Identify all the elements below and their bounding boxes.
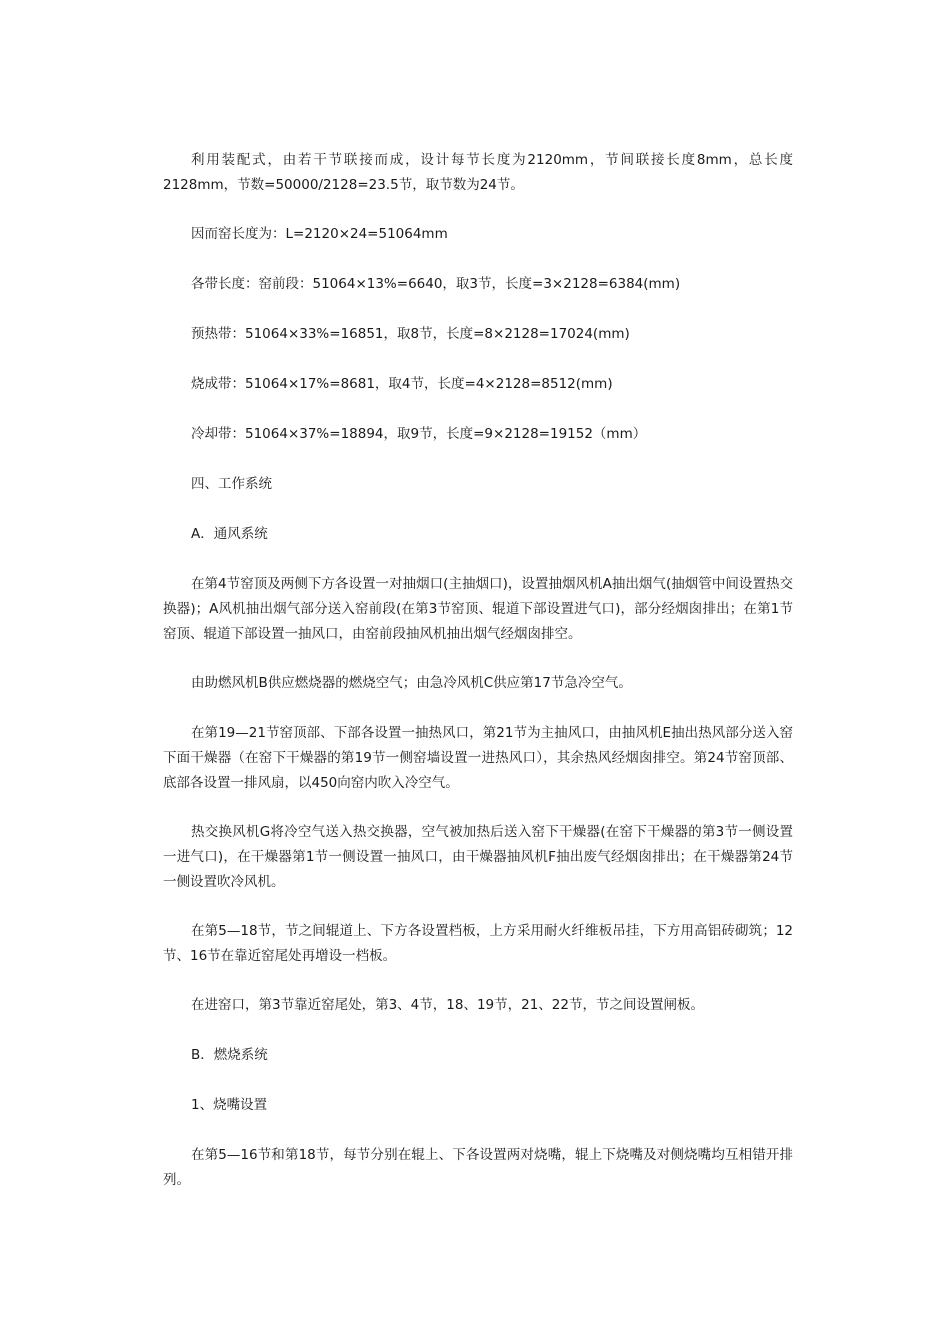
paragraph-zone-preheat: 预热带：51064×33%=16851，取8节，长度=8×2128=17024(mm)	[191, 326, 630, 342]
paragraph-burner-layout: 在第5—16节和第18节，每节分别在辊上、下各设置两对烧嘴，辊上下烧嘴及对侧烧嘴均互相错开排列。	[163, 1147, 793, 1188]
paragraph-smoke-exhaust: 在第4节窑顶及两侧下方各设置一对抽烟口(主抽烟口)，设置抽烟风机A抽出烟气(抽烟管中间设置热交换器)；A风机抽出烟气部分送入窑前段(在第3节窑顶、辊道下部设置进气口)，部分经烟囱排出；在第1节窑顶、辊道下部设置一抽风口，由窑前段抽风机抽出烟气经烟囱排空。	[163, 576, 793, 642]
paragraph-heat-exchanger: 热交换风机G将冷空气送入热交换器，空气被加热后送入窑下干燥器(在窑下干燥器的第3节一侧设置一进气口)，在干燥器第1节一侧设置一抽风口，由干燥器抽风机F抽出废气经烟囱排出；在干燥器第24节一侧设置吹冷风机。	[163, 824, 793, 890]
paragraph-baffles: 在第5—18节，节之间辊道上、下方各设置档板，上方采用耐火纤维板吊挂，下方用高铝砖砌筑；12节、16节在靠近窑尾处再增设一档板。	[163, 923, 793, 964]
subsection-heading-ventilation: A．通风系统	[191, 526, 268, 542]
document-body	[163, 148, 793, 1217]
paragraph-zone-firing: 烧成带：51064×17%=8681，取4节，长度=4×2128=8512(mm)	[191, 376, 613, 392]
paragraph-hot-air-extraction: 在第19—21节窑顶部、下部各设置一抽热风口，第21节为主抽风口，由抽风机E抽出热风部分送入窑下面干燥器（在窑下干燥器的第19节一侧窑墙设置一进热风口），其余热风经烟囱排空。第24节窑顶部、底部各设置一排风扇，以450向窑内吹入冷空气。	[163, 725, 793, 791]
subsection-heading-combustion: B．燃烧系统	[191, 1047, 268, 1063]
paragraph-kiln-sections: 利用装配式，由若干节联接而成，设计每节长度为2120mm，节间联接长度8mm，总长度2128mm，节数=50000/2128=23.5节，取节数为24节。	[163, 152, 793, 193]
paragraph-gates: 在进窑口，第3节靠近窑尾处，第3、4节，18、19节，21、22节，节之间设置闸板。	[191, 997, 704, 1013]
item-heading-burner-setup: 1、烧嘴设置	[191, 1097, 268, 1113]
paragraph-kiln-length: 因而窑长度为：L=2120×24=51064mm	[191, 226, 448, 242]
section-heading-work-system: 四、工作系统	[191, 476, 272, 492]
paragraph-zone-cooling: 冷却带：51064×37%=18894，取9节，长度=9×2128=19152（mm）	[191, 426, 647, 442]
paragraph-combustion-air: 由助燃风机B供应燃烧器的燃烧空气；由急冷风机C供应第17节急冷空气。	[191, 675, 632, 691]
paragraph-zone-front: 各带长度：窑前段：51064×13%=6640，取3节，长度=3×2128=6384(mm)	[191, 276, 681, 292]
